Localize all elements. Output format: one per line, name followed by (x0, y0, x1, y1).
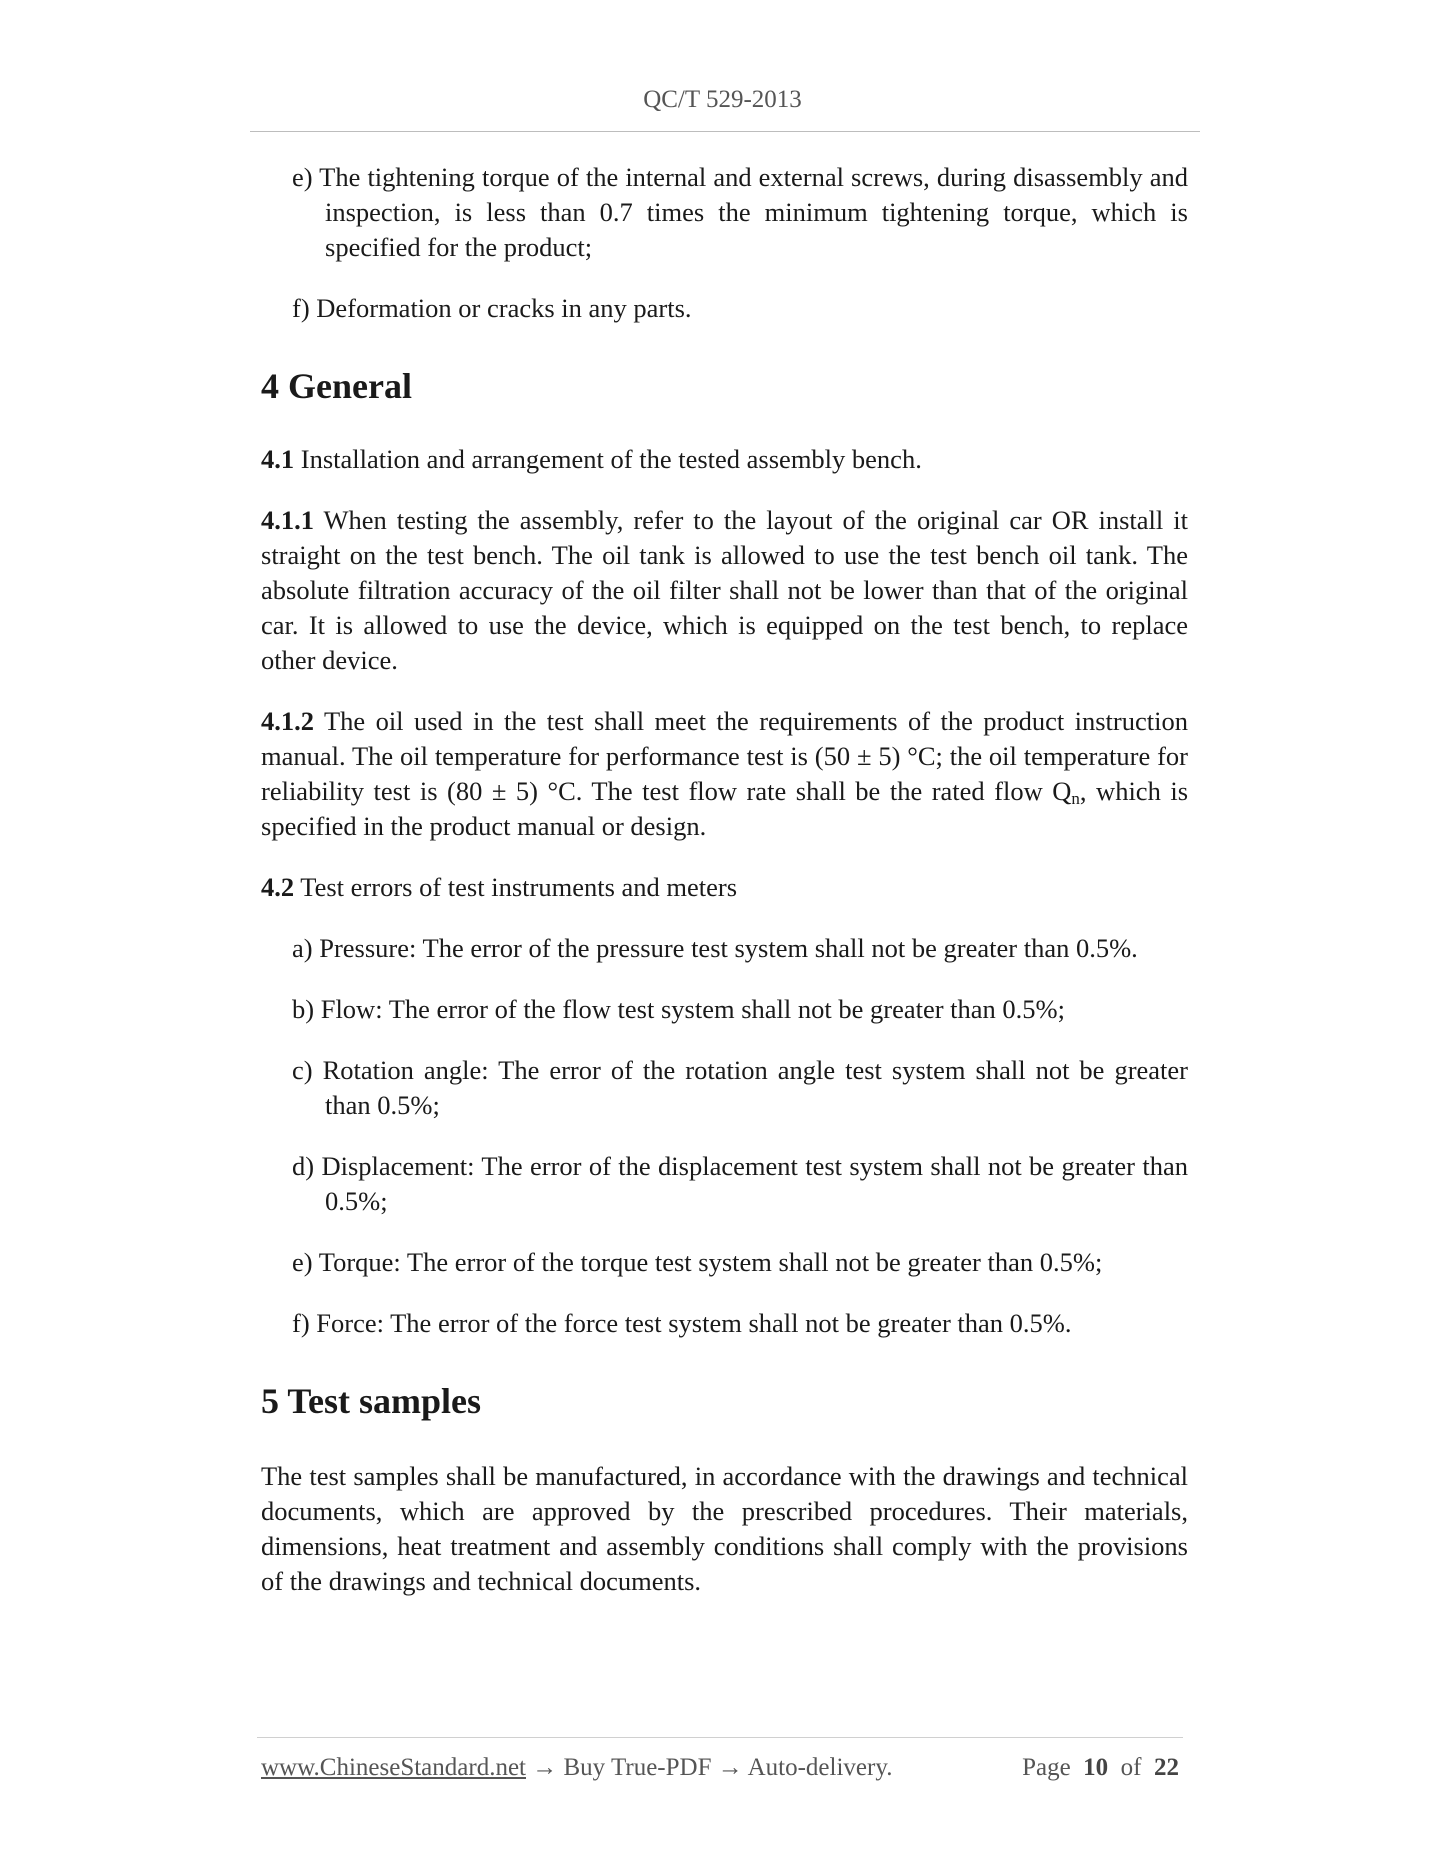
footer-promo (261, 1754, 892, 1782)
website-link[interactable]: www.ChineseStandard.net (261, 1754, 526, 1781)
auto-delivery-text: Auto-delivery. (747, 1754, 893, 1781)
clause-4-2 (261, 870, 1188, 905)
clause-text: When testing the assembly, refer to the layout of the original car OR install it straight on the test bench. The oil tank is allowed to use the test bench oil tank. The absolute filtration accuracy of the oil filter shall not be lower than that of the original car. It is allowed to use the device, which is equipped on the test bench, to replace other device. (261, 505, 1188, 675)
clause-4-1-1 (261, 503, 1188, 678)
total-pages: 22 (1154, 1754, 1179, 1781)
clause-number: 4.1.1 (261, 505, 314, 535)
clause-text: Test errors of test instruments and meters (294, 872, 738, 902)
clause-text: Installation and arrangement of the tested assembly bench. (294, 444, 922, 474)
page-number (1022, 1754, 1179, 1782)
buy-true-pdf-text: Buy True-PDF (563, 1754, 712, 1781)
list-item-pressure: a) Pressure: The error of the pressure test system shall not be greater than 0.5%. (292, 933, 1138, 963)
clause-4-1 (261, 442, 1188, 477)
document-code-header: QC/T 529-2013 (643, 86, 802, 113)
current-page: 10 (1083, 1754, 1109, 1781)
list-item-displacement: d) Displacement: The error of the displacement test system shall not be greater than 0.5%; (292, 1151, 1188, 1216)
list-item-torque: e) Torque: The error of the torque test system shall not be greater than 0.5%; (292, 1247, 1103, 1277)
list-item-f-deformation: f) Deformation or cracks in any parts. (292, 293, 692, 323)
clause-number: 4.1.2 (261, 706, 314, 736)
list-item-rotation-angle: c) Rotation angle: The error of the rotation angle test system shall not be greater than 0.5%; (292, 1055, 1188, 1120)
test-samples-paragraph: The test samples shall be manufactured, in accordance with the drawings and technical documents, which are approved by the prescribed procedures. Their materials, dimensions, heat treatment and assembly conditions shall comply with the provisions of the drawings and technical documents. (261, 1461, 1188, 1596)
clause-text-continued: , which is specified in the product manual or design. (261, 776, 1189, 841)
arrow-right-icon: → (717, 1754, 743, 1781)
page-content (261, 160, 1188, 1625)
list-item-e-screw-torque: e) The tightening torque of the internal and external screws, during disassembly and inspection, is less than 0.7 times the minimum tightening torque, which is specified for the product; (292, 162, 1188, 262)
list-item-flow: b) Flow: The error of the flow test system shall not be greater than 0.5%; (292, 994, 1065, 1024)
section-heading-test-samples: 5 Test samples (261, 1381, 482, 1421)
of-label: of (1120, 1754, 1142, 1781)
page-label: Page (1022, 1754, 1071, 1781)
section-heading-general: 4 General (261, 366, 412, 406)
header-divider (250, 131, 1200, 132)
clause-number: 4.2 (261, 872, 295, 902)
flow-subscript: n (1071, 789, 1080, 808)
clause-text: The oil used in the test shall meet the requirements of the product instruction manual. The oil temperature for performance test is (50 ± 5) °C; the oil temperature for reliability test is (80 ± 5) °C. The test flow rate shall be the rated flow Q (261, 706, 1188, 806)
footer-divider (257, 1737, 1183, 1738)
clause-number: 4.1 (261, 444, 295, 474)
list-item-force: f) Force: The error of the force test system shall not be greater than 0.5%. (292, 1308, 1072, 1338)
arrow-right-icon: → (532, 1754, 558, 1781)
clause-4-1-2 (261, 704, 1188, 844)
